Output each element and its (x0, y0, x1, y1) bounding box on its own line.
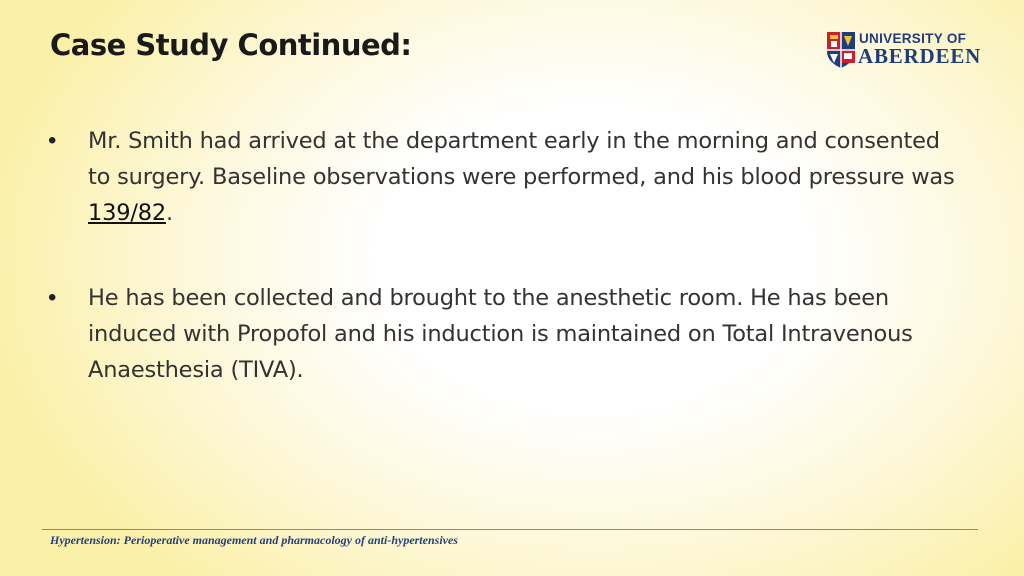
bullet-marker: • (48, 127, 57, 154)
logo-line-university-of: UNIVERSITY OF (859, 31, 967, 46)
university-crest-icon (826, 31, 856, 69)
bullet-text: He has been collected and brought to the anesthetic room. He has been induced with Propofol and his induction is maintained on Total Intravenous Anaesthesia (TIVA). (88, 285, 913, 383)
bullet-text (88, 123, 968, 231)
footer-text: Hypertension: Perioperative management and pharmacology of anti-hypertensives (50, 533, 458, 547)
bullet-text-part: Mr. Smith had arrived at the department early in the morning and consented to surgery. Baseline observations were performed, and his blood pressure was (88, 128, 955, 190)
university-logo (826, 30, 981, 70)
bullet-text-part: . (165, 200, 173, 226)
bullet-list (48, 123, 968, 437)
slide-title: Case Study Continued: (50, 28, 412, 62)
footer-divider (42, 529, 978, 530)
blood-pressure-link[interactable]: 139/82 (88, 200, 166, 226)
bullet-item (48, 123, 968, 231)
logo-line-aberdeen: ABERDEEN (858, 44, 982, 68)
bullet-item (48, 280, 968, 388)
bullet-marker: • (48, 284, 57, 311)
